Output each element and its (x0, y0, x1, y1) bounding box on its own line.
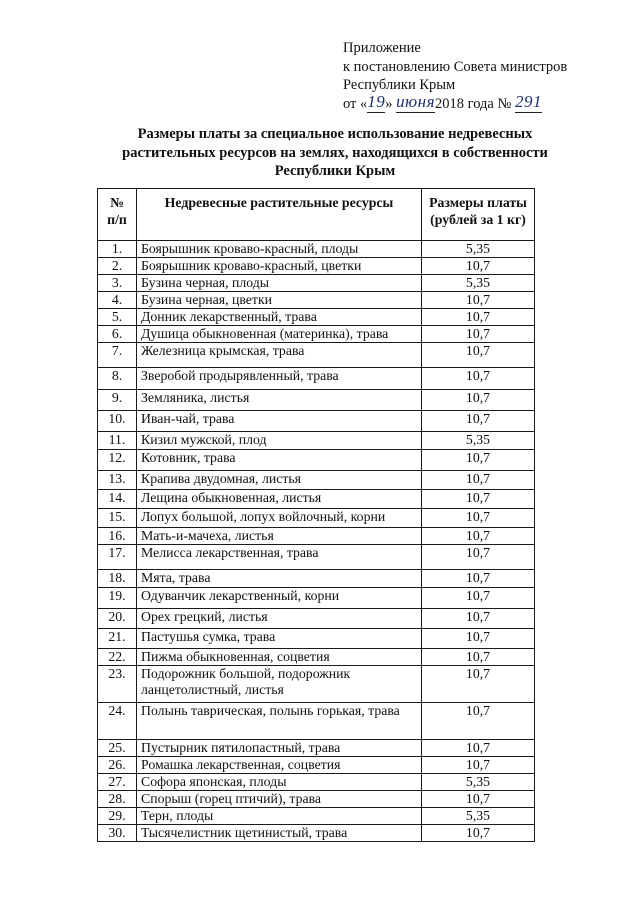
row-number: 7. (98, 343, 137, 368)
header-number-pp: п/п (107, 211, 127, 227)
row-number: 19. (98, 588, 137, 609)
row-number: 16. (98, 528, 137, 545)
row-number: 30. (98, 825, 137, 842)
row-number: 21. (98, 629, 137, 649)
row-resource-name: Терн, плоды (137, 808, 422, 825)
row-fee: 5,35 (422, 432, 535, 450)
table-row (98, 292, 535, 309)
table-row (98, 450, 535, 471)
row-number: 18. (98, 570, 137, 588)
table-row (98, 528, 535, 545)
row-resource-name: Кизил мужской, плод (137, 432, 422, 450)
row-resource-name: Тысячелистник щетинистый, трава (137, 825, 422, 842)
appendix-header (343, 39, 567, 113)
table-row (98, 774, 535, 791)
row-fee: 10,7 (422, 666, 535, 703)
row-number: 27. (98, 774, 137, 791)
row-resource-name: Бузина черная, плоды (137, 275, 422, 292)
row-fee: 5,35 (422, 241, 535, 258)
row-resource-name: Софора японская, плоды (137, 774, 422, 791)
row-resource-name: Крапива двудомная, листья (137, 471, 422, 490)
row-resource-name: Мята, трава (137, 570, 422, 588)
row-fee: 10,7 (422, 258, 535, 275)
row-resource-name: Мелисса лекарственная, трава (137, 545, 422, 570)
row-fee: 10,7 (422, 292, 535, 309)
date-year: 2018 года № (434, 95, 512, 112)
row-fee: 10,7 (422, 326, 535, 343)
row-resource-name: Одуванчик лекарственный, корни (137, 588, 422, 609)
row-number: 9. (98, 390, 137, 411)
appendix-date-line (343, 91, 567, 114)
table-row (98, 471, 535, 490)
row-number: 10. (98, 411, 137, 432)
row-number: 20. (98, 609, 137, 629)
row-number: 1. (98, 241, 137, 258)
title-line-1: Размеры платы за специальное использование недревесных (137, 126, 533, 142)
row-number: 15. (98, 509, 137, 528)
row-resource-name: Пижма обыкновенная, соцветия (137, 649, 422, 666)
row-fee: 10,7 (422, 450, 535, 471)
row-resource-name: Лещина обыкновенная, листья (137, 490, 422, 509)
table-row (98, 808, 535, 825)
row-number: 3. (98, 275, 137, 292)
row-fee: 10,7 (422, 471, 535, 490)
row-resource-name: Спорыш (горец птичий), трава (137, 791, 422, 808)
table-row (98, 791, 535, 808)
row-number: 2. (98, 258, 137, 275)
row-number: 8. (98, 368, 137, 390)
title-line-3: Республики Крым (274, 163, 396, 179)
row-fee: 10,7 (422, 629, 535, 649)
table-row (98, 509, 535, 528)
row-resource-name: Полынь таврическая, полынь горькая, трава (137, 703, 422, 740)
row-fee: 5,35 (422, 808, 535, 825)
row-fee: 10,7 (422, 509, 535, 528)
row-resource-name: Ромашка лекарственная, соцветия (137, 757, 422, 774)
row-fee: 10,7 (422, 528, 535, 545)
table-row (98, 258, 535, 275)
row-fee: 10,7 (422, 825, 535, 842)
row-fee: 5,35 (422, 774, 535, 791)
row-resource-name: Орех грецкий, листья (137, 609, 422, 629)
date-day-handwritten: 19 (367, 91, 386, 111)
row-number: 26. (98, 757, 137, 774)
row-number: 5. (98, 309, 137, 326)
table-row (98, 666, 535, 703)
table-row (98, 588, 535, 609)
row-number: 14. (98, 490, 137, 509)
row-fee: 10,7 (422, 588, 535, 609)
row-fee: 10,7 (422, 411, 535, 432)
title-line-2: растительных ресурсов на землях, находящихся в собственности (122, 144, 548, 161)
table-row (98, 241, 535, 258)
row-resource-name: Боярышник кроваво-красный, плоды (137, 241, 422, 258)
table-row (98, 825, 535, 842)
table-header-row (98, 189, 535, 241)
row-fee: 10,7 (422, 490, 535, 509)
appendix-resolution: к постановлению Совета министров (343, 58, 568, 75)
row-resource-name: Пустырник пятилопастный, трава (137, 740, 422, 757)
row-fee: 5,35 (422, 275, 535, 292)
appendix-republic: Республики Крым (343, 77, 456, 93)
table-row (98, 390, 535, 411)
table-row (98, 703, 535, 740)
row-resource-name: Железница крымская, трава (137, 343, 422, 368)
row-number: 28. (98, 791, 137, 808)
row-resource-name: Иван-чай, трава (137, 411, 422, 432)
row-number: 12. (98, 450, 137, 471)
table-row (98, 411, 535, 432)
row-fee: 10,7 (422, 703, 535, 740)
row-resource-name: Бузина черная, цветки (137, 292, 422, 309)
row-fee: 10,7 (422, 791, 535, 808)
row-fee: 10,7 (422, 570, 535, 588)
row-fee: 10,7 (422, 343, 535, 368)
row-number: 4. (98, 292, 137, 309)
row-resource-name: Душица обыкновенная (материнка), трава (137, 326, 422, 343)
fees-table (97, 188, 535, 842)
row-number: 25. (98, 740, 137, 757)
row-resource-name: Лопух большой, лопух войлочный, корни (137, 509, 422, 528)
row-number: 13. (98, 471, 137, 490)
table-row (98, 740, 535, 757)
table-row (98, 490, 535, 509)
table-row (98, 609, 535, 629)
table-row (98, 309, 535, 326)
row-fee: 10,7 (422, 740, 535, 757)
table-row (98, 545, 535, 570)
table-row (98, 343, 535, 368)
table-row (98, 432, 535, 450)
document-title (80, 125, 590, 181)
row-number: 17. (98, 545, 137, 570)
table-row (98, 570, 535, 588)
row-resource-name: Боярышник кроваво-красный, цветки (137, 258, 422, 275)
row-resource-name: Котовник, трава (137, 450, 422, 471)
table-row (98, 326, 535, 343)
row-resource-name: Подорожник большой, подорожник ланцетолистный, листья (137, 666, 422, 703)
table-row (98, 368, 535, 390)
row-number: 11. (98, 432, 137, 450)
row-fee: 10,7 (422, 609, 535, 629)
header-fee-unit: (рублей за 1 кг) (430, 211, 526, 227)
row-fee: 10,7 (422, 309, 535, 326)
header-resource: Недревесные растительные ресурсы (137, 189, 422, 241)
row-number: 22. (98, 649, 137, 666)
row-number: 24. (98, 703, 137, 740)
header-fee-title: Размеры платы (429, 195, 527, 210)
row-resource-name: Земляника, листья (137, 390, 422, 411)
date-month-handwritten: июня (396, 91, 435, 111)
row-resource-name: Зверобой продырявленный, трава (137, 368, 422, 390)
row-number: 23. (98, 666, 137, 703)
table-row (98, 275, 535, 292)
row-resource-name: Мать-и-мачеха, листья (137, 528, 422, 545)
date-close-quote: » (385, 95, 393, 112)
table-row (98, 649, 535, 666)
row-resource-name: Пастушья сумка, трава (137, 629, 422, 649)
row-fee: 10,7 (422, 545, 535, 570)
row-fee: 10,7 (422, 390, 535, 411)
document-number-handwritten: 291 (514, 91, 542, 111)
appendix-title: Приложение (343, 40, 421, 56)
table-row (98, 629, 535, 649)
header-number (98, 189, 137, 241)
row-fee: 10,7 (422, 757, 535, 774)
row-fee: 10,7 (422, 368, 535, 390)
table-row (98, 757, 535, 774)
header-number-sign: № (110, 195, 124, 210)
row-resource-name: Донник лекарственный, трава (137, 309, 422, 326)
row-number: 29. (98, 808, 137, 825)
date-prefix: от « (343, 95, 368, 112)
row-number: 6. (98, 326, 137, 343)
header-fee (422, 189, 535, 241)
row-fee: 10,7 (422, 649, 535, 666)
table-body (98, 241, 535, 842)
